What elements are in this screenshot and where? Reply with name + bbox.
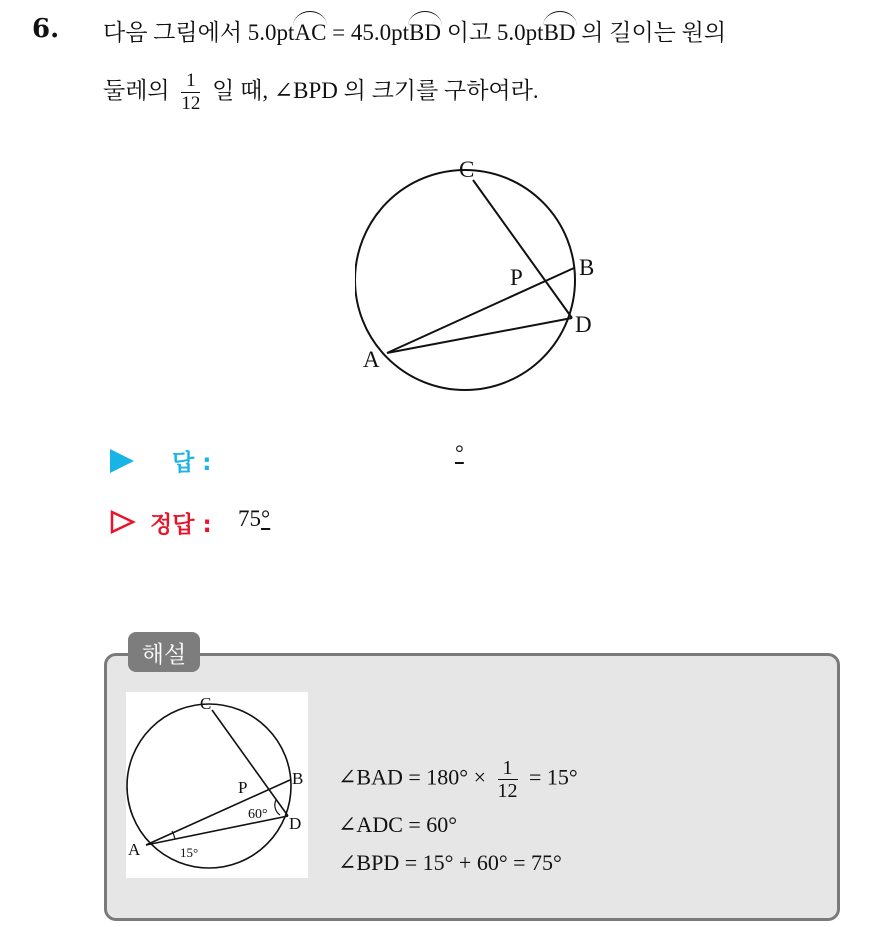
question-text-prefix: 다음 그림에서 5.0pt xyxy=(103,20,295,45)
correct-unit: ° xyxy=(261,506,271,531)
chord-cd xyxy=(473,180,572,318)
chord-ad xyxy=(387,318,572,353)
arc-bd-second: BD xyxy=(543,20,576,45)
exp-label-p: P xyxy=(238,778,248,797)
exp-chord-cd xyxy=(212,710,288,816)
question-text-suffix: 의 길이는 원의 xyxy=(575,20,727,45)
explanation-eq-1 xyxy=(338,757,578,802)
question-line-2 xyxy=(103,70,539,115)
arc-bd-first: BD xyxy=(409,20,441,45)
exp-label-a: A xyxy=(128,840,141,859)
correct-label: 정답 : xyxy=(150,512,212,538)
exp-label-b: B xyxy=(292,769,304,788)
exp-angle-15: 15° xyxy=(180,845,199,860)
fraction-numerator: 1 xyxy=(181,70,200,93)
exp-chord-ab xyxy=(146,780,290,845)
exp-angle-60: 60° xyxy=(248,807,268,822)
question-text-mid-1: = 45.0pt xyxy=(326,20,410,45)
explanation-tab: 해설 xyxy=(128,632,200,672)
eq1-left: ∠BAD = 180° × xyxy=(338,764,486,790)
answer-unit[interactable]: ° xyxy=(455,440,464,465)
circle-figure xyxy=(355,150,615,400)
question-line2-suffix: 일 때, ∠BPD 의 크기를 구하여라. xyxy=(212,77,539,103)
eq1-denominator: 12 xyxy=(497,780,518,802)
exp-label-c: C xyxy=(200,694,212,713)
label-b: B xyxy=(579,255,595,280)
fraction-denominator: 12 xyxy=(181,93,201,114)
chord-ab xyxy=(387,268,574,353)
eq1-numerator: 1 xyxy=(498,757,518,780)
explanation-figure xyxy=(126,692,308,878)
correct-answer xyxy=(238,506,270,532)
question-text-mid-2: 이고 5.0pt xyxy=(440,20,544,45)
answer-label: 답 : xyxy=(172,450,212,476)
circle-outline xyxy=(355,170,575,390)
explanation-eq-3: ∠BPD = 15° + 60° = 75° xyxy=(338,850,562,875)
question-number: 6. xyxy=(32,14,60,44)
answer-arrow-icon xyxy=(110,449,134,473)
fraction-one-twelfth xyxy=(181,70,200,115)
eq1-fraction xyxy=(498,757,518,802)
question-line2-prefix: 둘레의 xyxy=(103,77,170,103)
label-c: C xyxy=(459,157,475,182)
exp-label-d: D xyxy=(289,814,302,833)
explanation-eq-2: ∠ADC = 60° xyxy=(338,812,458,837)
question-line-1 xyxy=(103,14,726,47)
correct-arrow-icon xyxy=(110,510,136,534)
label-p: P xyxy=(510,265,523,290)
correct-value: 75 xyxy=(238,506,261,531)
label-d: D xyxy=(575,312,592,337)
label-a: A xyxy=(363,347,380,372)
arc-ac: AC xyxy=(294,20,327,45)
eq1-right: = 15° xyxy=(529,764,578,790)
